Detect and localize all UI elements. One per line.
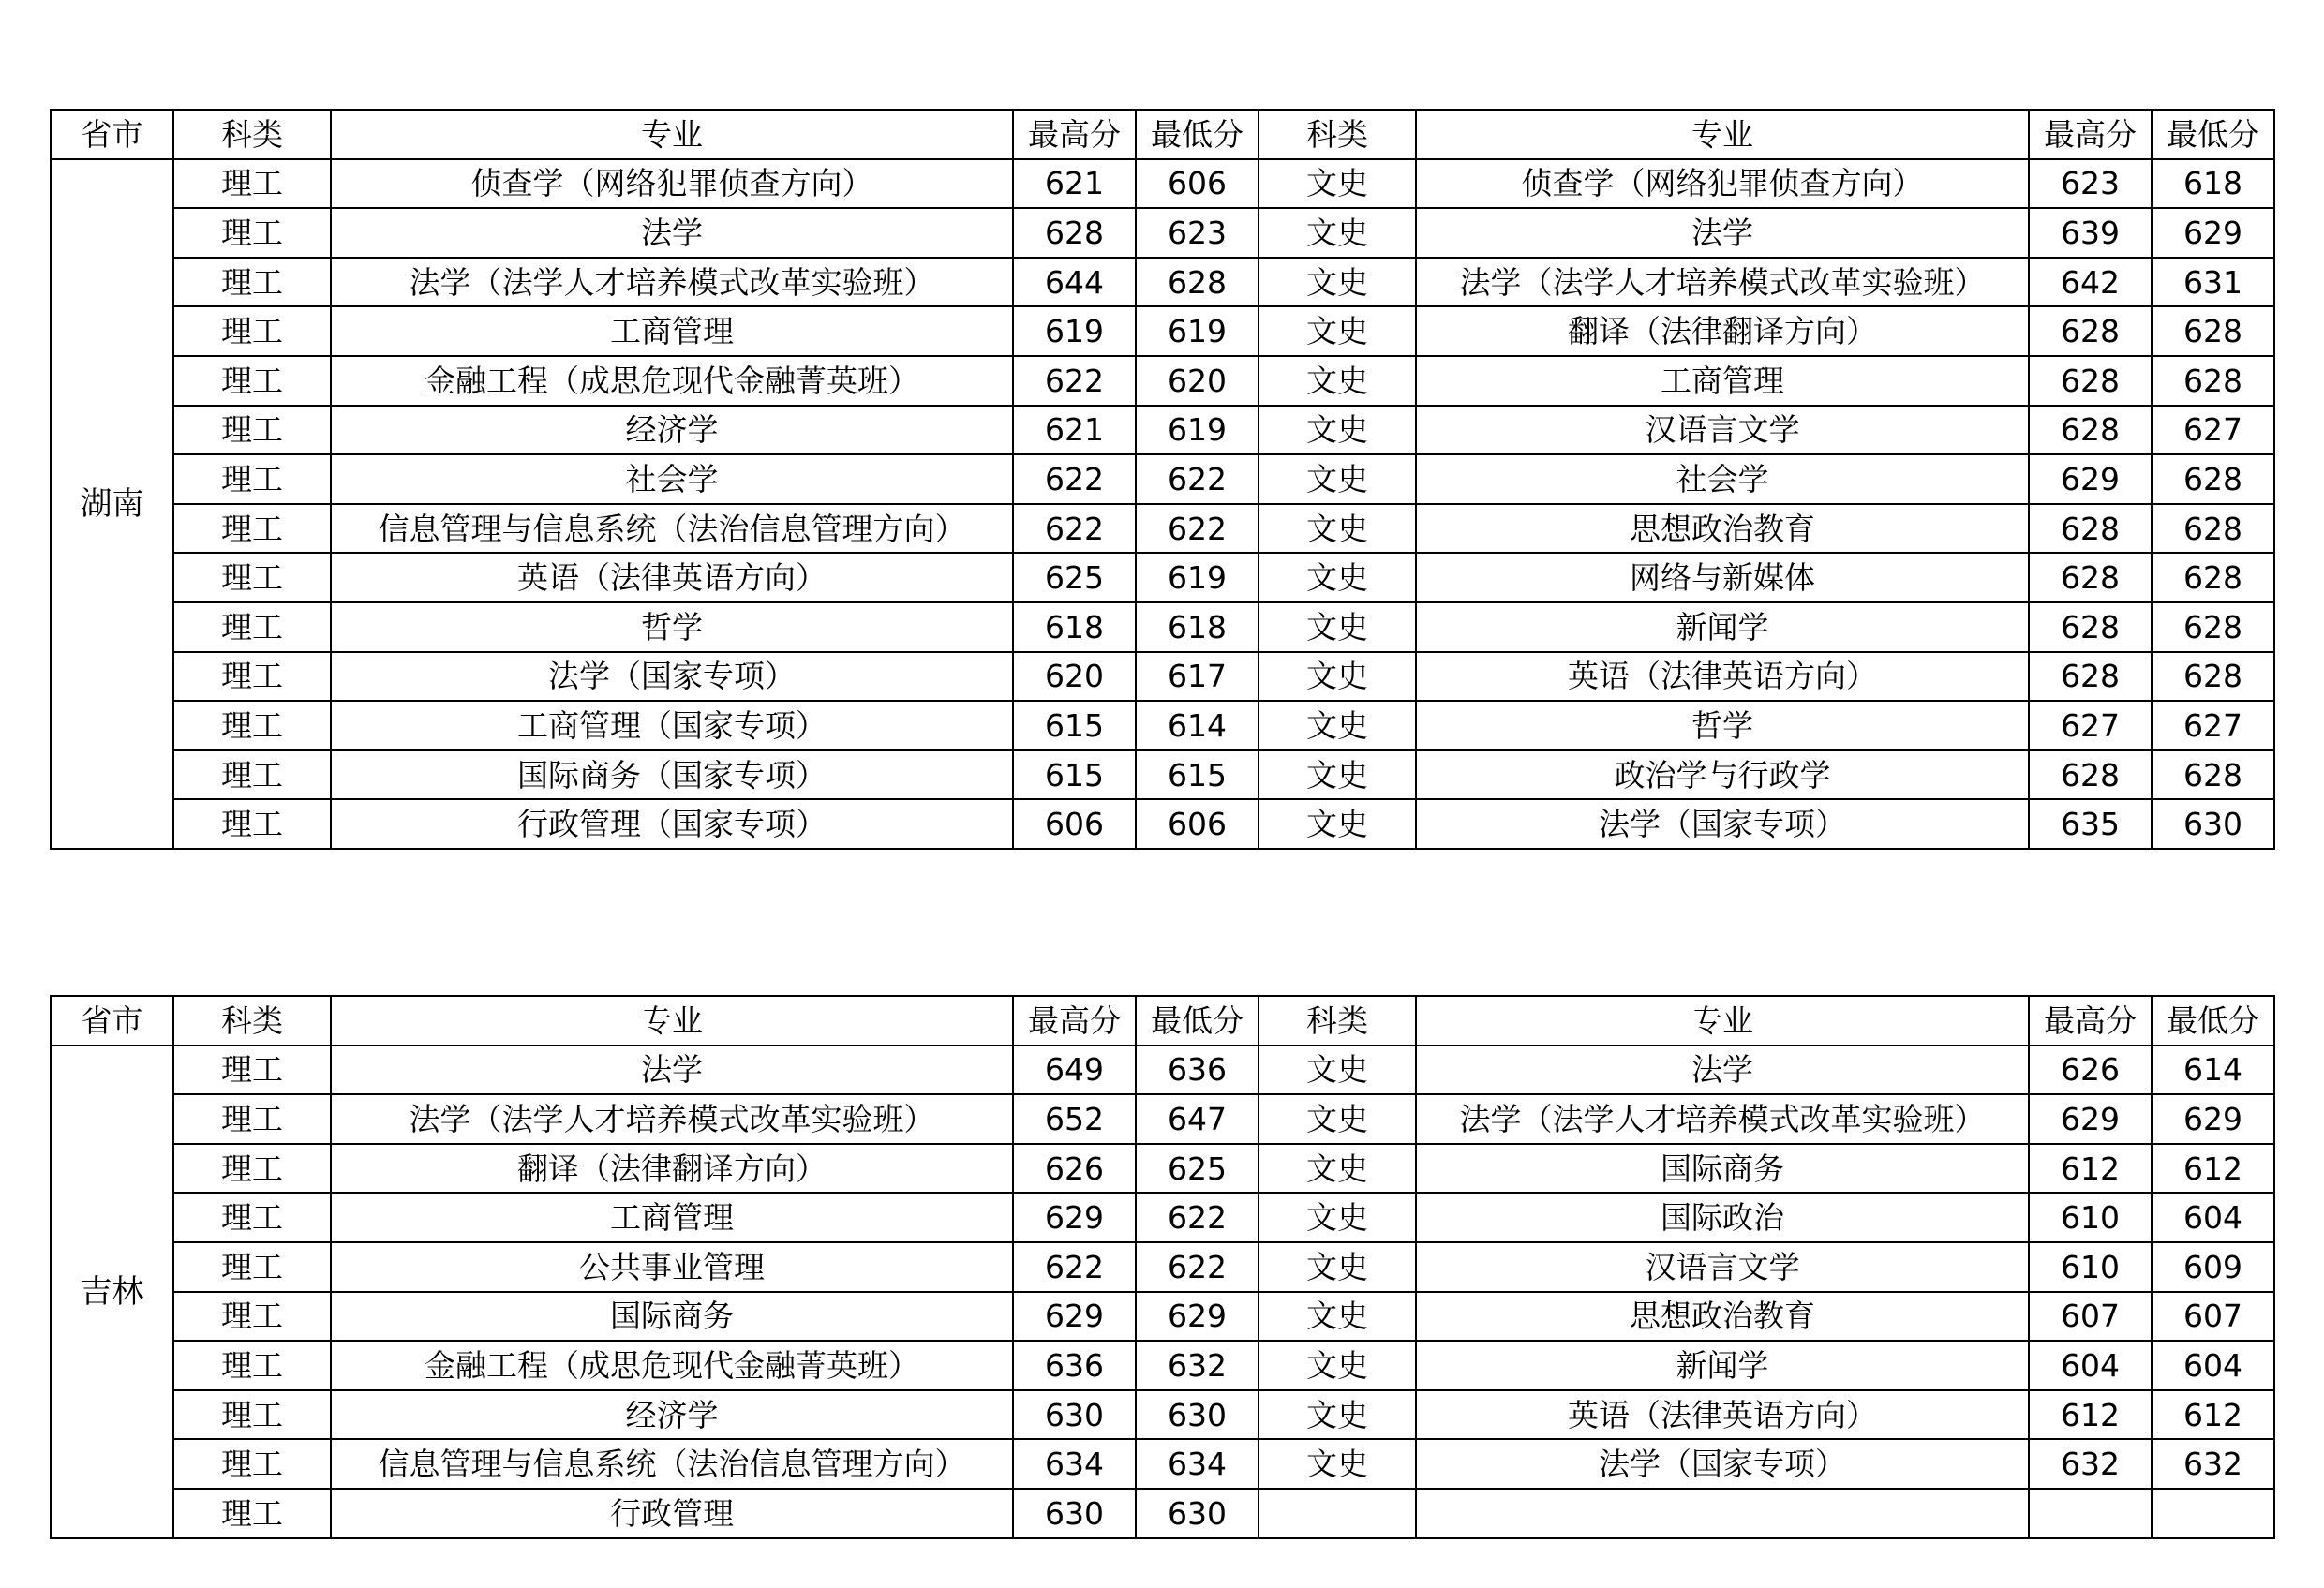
table-row <box>51 1193 2274 1242</box>
table-row <box>51 799 2274 849</box>
table-row <box>51 406 2274 455</box>
right-major-cell: 工商管理 <box>1416 356 2029 406</box>
column-header: 省市 <box>51 996 173 1046</box>
table-row <box>51 1489 2274 1538</box>
left-max-score-cell: 629 <box>1013 1292 1136 1342</box>
right-category-cell: 文史 <box>1259 652 1416 702</box>
left-category-cell: 理工 <box>173 1390 331 1440</box>
left-major-cell: 公共事业管理 <box>331 1242 1013 1292</box>
right-category-cell: 文史 <box>1259 1193 1416 1242</box>
right-major-cell: 英语（法律英语方向） <box>1416 652 2029 702</box>
table-row <box>51 306 2274 356</box>
right-major-cell: 法学 <box>1416 1046 2029 1095</box>
left-min-score-cell: 634 <box>1136 1439 1259 1489</box>
left-max-score-cell: 649 <box>1013 1046 1136 1095</box>
right-max-score-cell: 628 <box>2029 504 2152 554</box>
left-min-score-cell: 647 <box>1136 1094 1259 1144</box>
right-category-cell: 文史 <box>1259 258 1416 307</box>
left-min-score-cell: 619 <box>1136 553 1259 602</box>
table-row <box>51 1439 2274 1489</box>
header-row <box>51 110 2274 159</box>
right-max-score-cell: 623 <box>2029 159 2152 209</box>
right-major-cell: 新闻学 <box>1416 1341 2029 1390</box>
left-max-score-cell: 630 <box>1013 1489 1136 1538</box>
left-min-score-cell: 622 <box>1136 504 1259 554</box>
right-max-score-cell: 612 <box>2029 1390 2152 1440</box>
right-min-score-cell: 612 <box>2152 1144 2274 1194</box>
right-min-score-cell <box>2152 1489 2274 1538</box>
left-max-score-cell: 636 <box>1013 1341 1136 1390</box>
left-major-cell: 信息管理与信息系统（法治信息管理方向） <box>331 1439 1013 1489</box>
left-major-cell: 翻译（法律翻译方向） <box>331 1144 1013 1194</box>
left-category-cell: 理工 <box>173 1193 331 1242</box>
right-category-cell: 文史 <box>1259 701 1416 750</box>
left-max-score-cell: 620 <box>1013 652 1136 702</box>
right-category-cell: 文史 <box>1259 553 1416 602</box>
left-max-score-cell: 615 <box>1013 701 1136 750</box>
left-max-score-cell: 652 <box>1013 1094 1136 1144</box>
left-category-cell: 理工 <box>173 504 331 554</box>
left-major-cell: 法学（法学人才培养模式改革实验班） <box>331 258 1013 307</box>
table-row <box>51 1390 2274 1440</box>
table-row <box>51 750 2274 800</box>
left-min-score-cell: 615 <box>1136 750 1259 800</box>
right-category-cell: 文史 <box>1259 1341 1416 1390</box>
table-row <box>51 652 2274 702</box>
right-category-cell: 文史 <box>1259 1242 1416 1292</box>
left-max-score-cell: 634 <box>1013 1439 1136 1489</box>
column-header: 专业 <box>1416 996 2029 1046</box>
left-min-score-cell: 614 <box>1136 701 1259 750</box>
left-min-score-cell: 628 <box>1136 258 1259 307</box>
left-min-score-cell: 630 <box>1136 1390 1259 1440</box>
right-min-score-cell: 627 <box>2152 701 2274 750</box>
right-min-score-cell: 618 <box>2152 159 2274 209</box>
table-row <box>51 356 2274 406</box>
right-min-score-cell: 632 <box>2152 1439 2274 1489</box>
left-major-cell: 哲学 <box>331 602 1013 652</box>
left-category-cell: 理工 <box>173 1046 331 1095</box>
right-max-score-cell: 610 <box>2029 1242 2152 1292</box>
left-max-score-cell: 622 <box>1013 356 1136 406</box>
left-major-cell: 法学 <box>331 1046 1013 1095</box>
right-category-cell: 文史 <box>1259 406 1416 455</box>
left-max-score-cell: 619 <box>1013 306 1136 356</box>
right-major-cell: 政治学与行政学 <box>1416 750 2029 800</box>
left-major-cell: 法学（法学人才培养模式改革实验班） <box>331 1094 1013 1144</box>
left-category-cell: 理工 <box>173 1341 331 1390</box>
left-category-cell: 理工 <box>173 356 331 406</box>
left-major-cell: 经济学 <box>331 1390 1013 1440</box>
right-major-cell: 思想政治教育 <box>1416 1292 2029 1342</box>
table-row <box>51 258 2274 307</box>
left-major-cell: 社会学 <box>331 454 1013 504</box>
left-category-cell: 理工 <box>173 1144 331 1194</box>
right-min-score-cell: 612 <box>2152 1390 2274 1440</box>
right-max-score-cell: 632 <box>2029 1439 2152 1489</box>
right-max-score-cell: 628 <box>2029 553 2152 602</box>
right-max-score-cell <box>2029 1489 2152 1538</box>
right-max-score-cell: 610 <box>2029 1193 2152 1242</box>
left-max-score-cell: 615 <box>1013 750 1136 800</box>
left-min-score-cell: 620 <box>1136 356 1259 406</box>
left-major-cell: 金融工程（成思危现代金融菁英班） <box>331 1341 1013 1390</box>
right-major-cell: 新闻学 <box>1416 602 2029 652</box>
left-major-cell: 英语（法律英语方向） <box>331 553 1013 602</box>
province-cell: 湖南 <box>51 159 173 849</box>
right-category-cell: 文史 <box>1259 602 1416 652</box>
left-max-score-cell: 622 <box>1013 454 1136 504</box>
left-max-score-cell: 644 <box>1013 258 1136 307</box>
right-category-cell: 文史 <box>1259 1094 1416 1144</box>
left-major-cell: 法学 <box>331 208 1013 258</box>
left-min-score-cell: 617 <box>1136 652 1259 702</box>
right-major-cell: 法学（法学人才培养模式改革实验班） <box>1416 1094 2029 1144</box>
table-row <box>51 504 2274 554</box>
left-category-cell: 理工 <box>173 454 331 504</box>
table-row <box>51 1242 2274 1292</box>
left-min-score-cell: 632 <box>1136 1341 1259 1390</box>
column-header: 专业 <box>331 996 1013 1046</box>
right-category-cell: 文史 <box>1259 504 1416 554</box>
right-min-score-cell: 628 <box>2152 454 2274 504</box>
right-min-score-cell: 628 <box>2152 306 2274 356</box>
right-category-cell: 文史 <box>1259 208 1416 258</box>
left-max-score-cell: 629 <box>1013 1193 1136 1242</box>
table-row <box>51 1292 2274 1342</box>
right-max-score-cell: 627 <box>2029 701 2152 750</box>
column-header: 省市 <box>51 110 173 159</box>
right-category-cell: 文史 <box>1259 159 1416 209</box>
table-row <box>51 701 2274 750</box>
right-major-cell: 英语（法律英语方向） <box>1416 1390 2029 1440</box>
right-min-score-cell: 604 <box>2152 1341 2274 1390</box>
column-header: 最低分 <box>1136 996 1259 1046</box>
left-major-cell: 经济学 <box>331 406 1013 455</box>
left-max-score-cell: 630 <box>1013 1390 1136 1440</box>
right-category-cell: 文史 <box>1259 750 1416 800</box>
left-min-score-cell: 622 <box>1136 1193 1259 1242</box>
right-min-score-cell: 628 <box>2152 356 2274 406</box>
left-major-cell: 金融工程（成思危现代金融菁英班） <box>331 356 1013 406</box>
right-max-score-cell: 628 <box>2029 406 2152 455</box>
header-row <box>51 996 2274 1046</box>
right-min-score-cell: 629 <box>2152 1094 2274 1144</box>
right-min-score-cell: 607 <box>2152 1292 2274 1342</box>
left-category-cell: 理工 <box>173 1292 331 1342</box>
right-min-score-cell: 609 <box>2152 1242 2274 1292</box>
table-row <box>51 208 2274 258</box>
right-major-cell: 思想政治教育 <box>1416 504 2029 554</box>
left-max-score-cell: 618 <box>1013 602 1136 652</box>
left-category-cell: 理工 <box>173 159 331 209</box>
left-min-score-cell: 618 <box>1136 602 1259 652</box>
left-min-score-cell: 630 <box>1136 1489 1259 1538</box>
right-major-cell: 法学（国家专项） <box>1416 1439 2029 1489</box>
right-max-score-cell: 629 <box>2029 454 2152 504</box>
right-min-score-cell: 614 <box>2152 1046 2274 1095</box>
right-major-cell: 法学 <box>1416 208 2029 258</box>
table-row <box>51 1046 2274 1095</box>
left-category-cell: 理工 <box>173 1242 331 1292</box>
right-major-cell: 侦查学（网络犯罪侦查方向） <box>1416 159 2029 209</box>
left-min-score-cell: 622 <box>1136 454 1259 504</box>
left-category-cell: 理工 <box>173 602 331 652</box>
left-major-cell: 信息管理与信息系统（法治信息管理方向） <box>331 504 1013 554</box>
left-category-cell: 理工 <box>173 652 331 702</box>
left-category-cell: 理工 <box>173 750 331 800</box>
right-major-cell <box>1416 1489 2029 1538</box>
right-min-score-cell: 628 <box>2152 750 2274 800</box>
right-max-score-cell: 604 <box>2029 1341 2152 1390</box>
right-major-cell: 国际商务 <box>1416 1144 2029 1194</box>
left-category-cell: 理工 <box>173 306 331 356</box>
right-min-score-cell: 629 <box>2152 208 2274 258</box>
right-min-score-cell: 628 <box>2152 602 2274 652</box>
left-max-score-cell: 622 <box>1013 1242 1136 1292</box>
right-category-cell <box>1259 1489 1416 1538</box>
right-max-score-cell: 639 <box>2029 208 2152 258</box>
column-header: 最低分 <box>1136 110 1259 159</box>
left-major-cell: 行政管理（国家专项） <box>331 799 1013 849</box>
column-header: 科类 <box>1259 110 1416 159</box>
left-major-cell: 工商管理（国家专项） <box>331 701 1013 750</box>
right-max-score-cell: 628 <box>2029 750 2152 800</box>
right-max-score-cell: 628 <box>2029 602 2152 652</box>
left-min-score-cell: 629 <box>1136 1292 1259 1342</box>
right-category-cell: 文史 <box>1259 1439 1416 1489</box>
left-min-score-cell: 619 <box>1136 406 1259 455</box>
left-category-cell: 理工 <box>173 258 331 307</box>
table-row <box>51 1144 2274 1194</box>
left-category-cell: 理工 <box>173 1094 331 1144</box>
right-min-score-cell: 628 <box>2152 553 2274 602</box>
column-header: 科类 <box>173 110 331 159</box>
right-min-score-cell: 631 <box>2152 258 2274 307</box>
left-category-cell: 理工 <box>173 1439 331 1489</box>
right-max-score-cell: 626 <box>2029 1046 2152 1095</box>
left-category-cell: 理工 <box>173 799 331 849</box>
column-header: 科类 <box>1259 996 1416 1046</box>
left-major-cell: 行政管理 <box>331 1489 1013 1538</box>
column-header: 最高分 <box>2029 110 2152 159</box>
left-category-cell: 理工 <box>173 208 331 258</box>
table-row <box>51 159 2274 209</box>
left-min-score-cell: 606 <box>1136 159 1259 209</box>
left-major-cell: 国际商务（国家专项） <box>331 750 1013 800</box>
score-table-jilin <box>50 995 2275 1539</box>
table-row <box>51 454 2274 504</box>
column-header: 最高分 <box>1013 996 1136 1046</box>
right-min-score-cell: 604 <box>2152 1193 2274 1242</box>
column-header: 最低分 <box>2152 996 2274 1046</box>
left-min-score-cell: 606 <box>1136 799 1259 849</box>
right-max-score-cell: 628 <box>2029 356 2152 406</box>
left-min-score-cell: 622 <box>1136 1242 1259 1292</box>
right-category-cell: 文史 <box>1259 356 1416 406</box>
right-major-cell: 汉语言文学 <box>1416 406 2029 455</box>
right-category-cell: 文史 <box>1259 306 1416 356</box>
left-min-score-cell: 625 <box>1136 1144 1259 1194</box>
table-row <box>51 1094 2274 1144</box>
left-category-cell: 理工 <box>173 701 331 750</box>
left-major-cell: 工商管理 <box>331 306 1013 356</box>
right-major-cell: 翻译（法律翻译方向） <box>1416 306 2029 356</box>
table-row <box>51 602 2274 652</box>
right-major-cell: 汉语言文学 <box>1416 1242 2029 1292</box>
score-table-hunan <box>50 109 2275 850</box>
left-category-cell: 理工 <box>173 553 331 602</box>
right-category-cell: 文史 <box>1259 1390 1416 1440</box>
table-row <box>51 553 2274 602</box>
left-category-cell: 理工 <box>173 1489 331 1538</box>
right-category-cell: 文史 <box>1259 1144 1416 1194</box>
right-max-score-cell: 612 <box>2029 1144 2152 1194</box>
left-major-cell: 国际商务 <box>331 1292 1013 1342</box>
right-major-cell: 哲学 <box>1416 701 2029 750</box>
right-major-cell: 网络与新媒体 <box>1416 553 2029 602</box>
column-header: 最高分 <box>1013 110 1136 159</box>
right-max-score-cell: 628 <box>2029 306 2152 356</box>
province-cell: 吉林 <box>51 1046 173 1538</box>
left-category-cell: 理工 <box>173 406 331 455</box>
column-header: 专业 <box>331 110 1013 159</box>
column-header: 最高分 <box>2029 996 2152 1046</box>
right-category-cell: 文史 <box>1259 799 1416 849</box>
left-major-cell: 工商管理 <box>331 1193 1013 1242</box>
column-header: 科类 <box>173 996 331 1046</box>
left-max-score-cell: 606 <box>1013 799 1136 849</box>
right-category-cell: 文史 <box>1259 1292 1416 1342</box>
right-major-cell: 社会学 <box>1416 454 2029 504</box>
right-max-score-cell: 607 <box>2029 1292 2152 1342</box>
right-max-score-cell: 628 <box>2029 652 2152 702</box>
left-max-score-cell: 626 <box>1013 1144 1136 1194</box>
right-max-score-cell: 642 <box>2029 258 2152 307</box>
column-header: 最低分 <box>2152 110 2274 159</box>
right-min-score-cell: 630 <box>2152 799 2274 849</box>
right-category-cell: 文史 <box>1259 454 1416 504</box>
right-major-cell: 国际政治 <box>1416 1193 2029 1242</box>
left-min-score-cell: 636 <box>1136 1046 1259 1095</box>
right-major-cell: 法学（法学人才培养模式改革实验班） <box>1416 258 2029 307</box>
left-min-score-cell: 619 <box>1136 306 1259 356</box>
left-min-score-cell: 623 <box>1136 208 1259 258</box>
left-major-cell: 法学（国家专项） <box>331 652 1013 702</box>
left-max-score-cell: 621 <box>1013 159 1136 209</box>
table-row <box>51 1341 2274 1390</box>
right-major-cell: 法学（国家专项） <box>1416 799 2029 849</box>
left-major-cell: 侦查学（网络犯罪侦查方向） <box>331 159 1013 209</box>
right-category-cell: 文史 <box>1259 1046 1416 1095</box>
left-max-score-cell: 622 <box>1013 504 1136 554</box>
left-max-score-cell: 621 <box>1013 406 1136 455</box>
column-header: 专业 <box>1416 110 2029 159</box>
right-max-score-cell: 629 <box>2029 1094 2152 1144</box>
left-max-score-cell: 625 <box>1013 553 1136 602</box>
left-max-score-cell: 628 <box>1013 208 1136 258</box>
right-min-score-cell: 628 <box>2152 504 2274 554</box>
right-min-score-cell: 627 <box>2152 406 2274 455</box>
right-min-score-cell: 628 <box>2152 652 2274 702</box>
right-max-score-cell: 635 <box>2029 799 2152 849</box>
